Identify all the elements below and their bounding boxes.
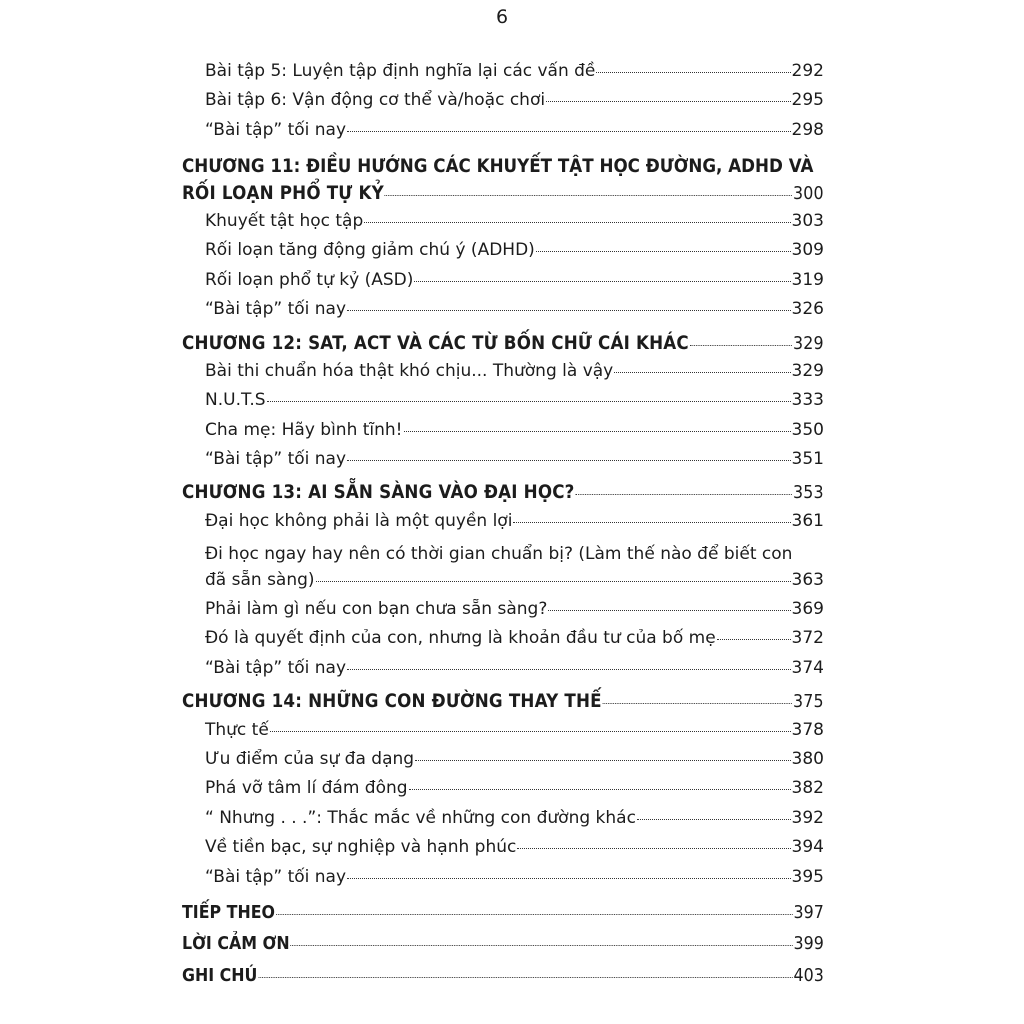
chapter-12-heading <box>182 332 824 361</box>
dot-leader <box>415 759 790 761</box>
dot-leader <box>717 638 791 640</box>
entry-page: 369 <box>791 599 824 620</box>
toc-entry <box>182 61 824 90</box>
entry-page: 303 <box>791 210 824 231</box>
entry-title: “Bài tập” tối nay <box>205 299 347 320</box>
chapter-page: 329 <box>793 332 824 354</box>
entry-page: 326 <box>791 299 824 320</box>
entry-title: Đại học không phải là một quyền lợi <box>205 510 513 531</box>
chapter-page: 353 <box>793 482 824 504</box>
entry-title: “Bài tập” tối nay <box>205 866 347 887</box>
dot-leader <box>364 221 790 223</box>
toc-entry <box>182 240 824 269</box>
toc-entry <box>182 599 824 628</box>
chapter-page: 375 <box>793 691 824 713</box>
entry-title: Về tiền bạc, sự nghiệp và hạnh phúc <box>205 837 517 858</box>
dot-leader <box>347 877 791 879</box>
dot-leader <box>385 194 792 196</box>
section-notes <box>182 965 824 997</box>
entry-page: 319 <box>791 269 824 290</box>
dot-leader <box>290 944 792 946</box>
entry-page: 394 <box>791 837 824 858</box>
toc-entry <box>182 778 824 807</box>
dot-leader <box>637 818 791 820</box>
toc-entry <box>182 628 824 657</box>
chapter-11-heading-line1: CHƯƠNG 11: ĐIỀU HƯỚNG CÁC KHUYẾT TẬT HỌC ĐƯỜNG, ADHD VÀ <box>182 155 814 178</box>
toc-entry <box>182 361 824 390</box>
entry-page: 363 <box>791 569 824 590</box>
entry-title: Bài thi chuẩn hóa thật khó chịu... Thường là vậy <box>205 360 614 381</box>
entry-title: Khuyết tật học tập <box>205 210 364 231</box>
chapter-14-heading <box>182 690 824 719</box>
dot-leader <box>409 788 791 790</box>
chapter-title: CHƯƠNG 12: SAT, ACT VÀ CÁC TỪ BỐN CHỮ CÁI KHÁC <box>182 331 689 354</box>
dot-leader <box>603 702 793 704</box>
entry-title: Cha mẹ: Hãy bình tĩnh! <box>205 419 403 440</box>
dot-leader <box>536 250 791 252</box>
dot-leader <box>414 280 790 282</box>
toc-entry <box>182 390 824 419</box>
toc-entry <box>182 808 824 837</box>
entry-page: 351 <box>791 449 824 470</box>
toc-entry <box>182 420 824 449</box>
entry-page: 361 <box>791 510 824 531</box>
entry-title-line1: Đi học ngay hay nên có thời gian chuẩn bị? (Làm thế nào để biết con <box>205 544 793 565</box>
section-title: TIẾP THEO <box>182 901 275 923</box>
toc-entry <box>182 837 824 866</box>
toc-entry <box>182 511 824 540</box>
entry-title: “ Nhưng . . .”: Thắc mắc về những con đường khác <box>205 807 636 828</box>
dot-leader <box>347 309 791 311</box>
toc-entry <box>182 90 824 119</box>
entry-page: 382 <box>791 778 824 799</box>
entry-page: 329 <box>791 360 824 381</box>
entry-title: Rối loạn tăng động giảm chú ý (ADHD) <box>205 240 535 261</box>
chapter-13-heading <box>182 481 824 510</box>
chapter-title: CHƯƠNG 14: NHỮNG CON ĐƯỜNG THAY THẾ <box>182 690 602 713</box>
entry-page: 333 <box>791 390 824 411</box>
dot-leader <box>316 580 791 582</box>
entry-title: Đó là quyết định của con, nhưng là khoản đầu tư của bố mẹ <box>205 628 716 649</box>
entry-page: 378 <box>791 719 824 740</box>
chapter-title: RỐI LOẠN PHỔ TỰ KỶ <box>182 181 384 204</box>
toc-entry <box>182 211 824 240</box>
entry-title: “Bài tập” tối nay <box>205 119 347 140</box>
toc-entry <box>182 299 824 328</box>
section-page: 399 <box>793 933 824 955</box>
toc-entry <box>182 449 824 478</box>
dot-leader <box>614 371 790 373</box>
entry-title: Rối loạn phổ tự kỷ (ASD) <box>205 269 414 290</box>
toc-entry <box>182 720 824 749</box>
dot-leader <box>258 976 792 978</box>
dot-leader <box>404 430 791 432</box>
chapter-title: CHƯƠNG 13: AI SẴN SÀNG VÀO ĐẠI HỌC? <box>182 481 575 504</box>
section-title: GHI CHÚ <box>182 964 258 986</box>
entry-title: Bài tập 6: Vận động cơ thể và/hoặc chơi <box>205 90 546 111</box>
dot-leader <box>548 609 790 611</box>
entry-page: 392 <box>791 807 824 828</box>
entry-page: 350 <box>791 419 824 440</box>
entry-title: đã sẵn sàng) <box>205 569 315 590</box>
dot-leader <box>270 730 791 732</box>
entry-title: “Bài tập” tối nay <box>205 657 347 678</box>
section-next <box>182 902 824 934</box>
toc-entry <box>182 570 824 599</box>
entry-title: Phá vỡ tâm lí đám đông <box>205 778 408 799</box>
entry-title: Ưu điểm của sự đa dạng <box>205 748 415 769</box>
dot-leader <box>276 913 793 915</box>
entry-page: 309 <box>791 240 824 261</box>
section-acknowledgements <box>182 933 824 965</box>
dot-leader <box>596 71 790 73</box>
chapter-page: 300 <box>793 182 824 204</box>
dot-leader <box>347 130 791 132</box>
table-of-contents <box>182 61 824 996</box>
section-page: 397 <box>793 901 824 923</box>
entry-title: Bài tập 5: Luyện tập định nghĩa lại các vấn đề <box>205 61 596 81</box>
dot-leader <box>575 493 792 495</box>
entry-title: Thực tế <box>205 719 269 740</box>
dot-leader <box>347 459 791 461</box>
dot-leader <box>267 400 791 402</box>
toc-entry <box>182 270 824 299</box>
toc-entry <box>182 120 824 149</box>
entry-page: 380 <box>791 748 824 769</box>
toc-entry <box>182 867 824 896</box>
entry-page: 372 <box>791 628 824 649</box>
dot-leader <box>513 521 790 523</box>
entry-page: 374 <box>791 657 824 678</box>
dot-leader <box>690 344 792 346</box>
page-number: 6 <box>495 6 509 28</box>
toc-entry <box>182 749 824 778</box>
dot-leader <box>517 847 790 849</box>
entry-page: 395 <box>791 866 824 887</box>
chapter-11-heading <box>182 182 824 211</box>
entry-page: 295 <box>791 90 824 111</box>
entry-page: 298 <box>791 119 824 140</box>
entry-title: N.U.T.S <box>205 390 266 411</box>
toc-entry <box>182 658 824 687</box>
entry-title: Phải làm gì nếu con bạn chưa sẵn sàng? <box>205 599 548 620</box>
dot-leader <box>347 668 791 670</box>
section-title: LỜI CẢM ƠN <box>182 933 290 955</box>
entry-page: 292 <box>791 61 824 81</box>
entry-title: “Bài tập” tối nay <box>205 449 347 470</box>
dot-leader <box>546 100 790 102</box>
section-page: 403 <box>793 964 824 986</box>
